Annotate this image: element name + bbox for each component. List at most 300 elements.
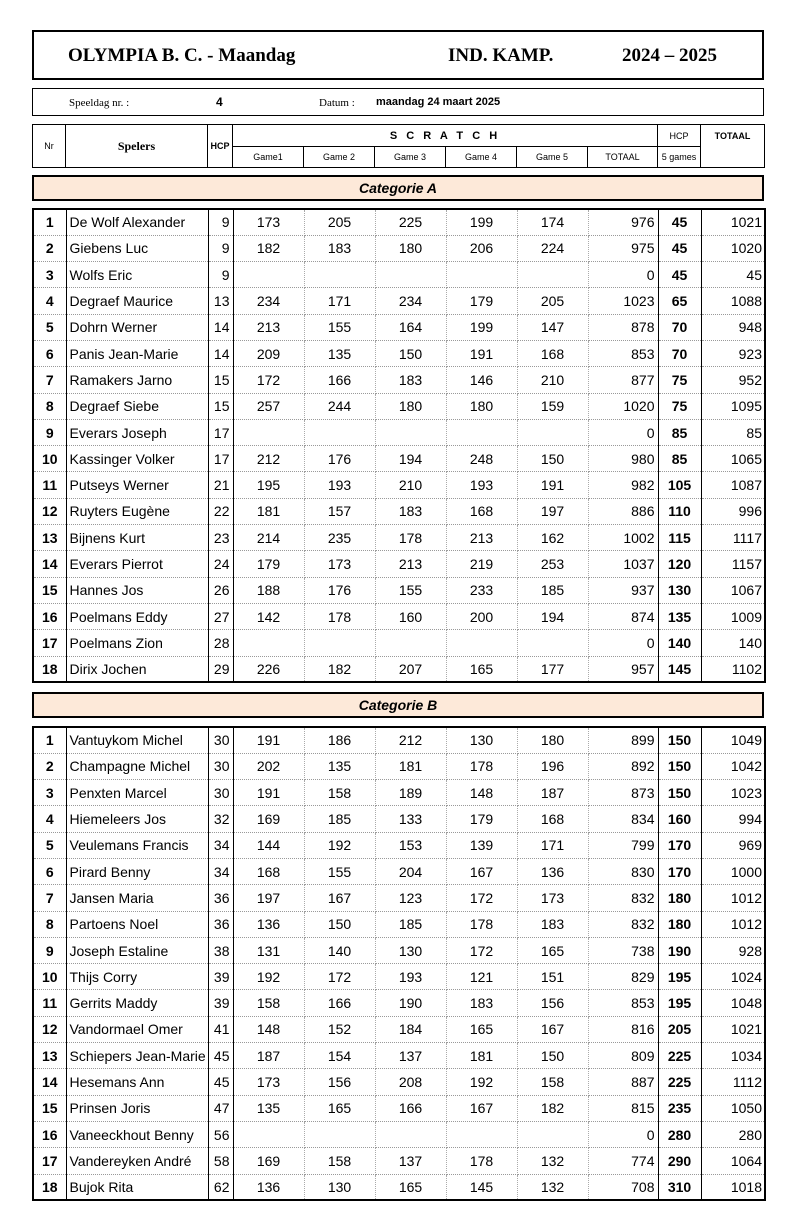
grand-total: 140 — [701, 630, 765, 656]
hcp-bonus: 225 — [658, 1043, 701, 1069]
table-row — [33, 753, 765, 779]
table-row — [33, 288, 765, 314]
game1-score — [233, 419, 304, 445]
col-scratch: S C R A T C H — [233, 125, 658, 147]
game3-score: 194 — [375, 446, 446, 472]
hcp-bonus: 145 — [658, 656, 701, 682]
table-row — [33, 1121, 765, 1147]
hcp-bonus: 45 — [658, 209, 701, 235]
player-hcp: 9 — [208, 235, 233, 261]
table-row — [33, 990, 765, 1016]
row-nr: 7 — [33, 885, 66, 911]
game4-score: 165 — [446, 656, 517, 682]
player-name: Pirard Benny — [66, 858, 208, 884]
game1-score: 169 — [233, 806, 304, 832]
col-game3: Game 3 — [375, 147, 446, 168]
game1-score: 169 — [233, 1148, 304, 1174]
game3-score: 207 — [375, 656, 446, 682]
table-row — [33, 209, 765, 235]
grand-total: 1023 — [701, 780, 765, 806]
scratch-total: 832 — [588, 885, 658, 911]
table-row — [33, 806, 765, 832]
player-hcp: 30 — [208, 780, 233, 806]
game1-score: 148 — [233, 1016, 304, 1042]
game1-score: 181 — [233, 498, 304, 524]
game4-score: 145 — [446, 1174, 517, 1200]
player-name: Hannes Jos — [66, 577, 208, 603]
game5-score: 132 — [517, 1148, 588, 1174]
game3-score: 164 — [375, 314, 446, 340]
club-title: OLYMPIA B. C. - Maandag — [68, 45, 296, 66]
player-hcp: 22 — [208, 498, 233, 524]
hcp-bonus: 150 — [658, 780, 701, 806]
player-name: De Wolf Alexander — [66, 209, 208, 235]
player-hcp: 36 — [208, 911, 233, 937]
player-name: Hesemans Ann — [66, 1069, 208, 1095]
scratch-total: 1002 — [588, 525, 658, 551]
scratch-total: 1023 — [588, 288, 658, 314]
grand-total: 1009 — [701, 603, 765, 629]
player-hcp: 14 — [208, 314, 233, 340]
scratch-total: 899 — [588, 727, 658, 753]
datum-label: Datum : — [319, 97, 355, 109]
player-hcp: 30 — [208, 753, 233, 779]
hcp-bonus: 195 — [658, 964, 701, 990]
player-hcp: 41 — [208, 1016, 233, 1042]
grand-total: 1049 — [701, 727, 765, 753]
game5-score: 158 — [517, 1069, 588, 1095]
game2-score: 192 — [304, 832, 375, 858]
game1-score: 191 — [233, 780, 304, 806]
player-name: Partoens Noel — [66, 911, 208, 937]
grand-total: 1088 — [701, 288, 765, 314]
game4-score: 192 — [446, 1069, 517, 1095]
player-hcp: 34 — [208, 832, 233, 858]
game4-score: 172 — [446, 937, 517, 963]
game4-score: 146 — [446, 367, 517, 393]
game2-score: 171 — [304, 288, 375, 314]
game1-score: 136 — [233, 1174, 304, 1200]
game3-score: 123 — [375, 885, 446, 911]
game3-score: 165 — [375, 1174, 446, 1200]
game4-score: 179 — [446, 288, 517, 314]
game2-score: 185 — [304, 806, 375, 832]
game3-score: 213 — [375, 551, 446, 577]
table-row — [33, 656, 765, 682]
row-nr: 2 — [33, 753, 66, 779]
game3-score: 185 — [375, 911, 446, 937]
game3-score: 130 — [375, 937, 446, 963]
col-totaal: TOTAAL — [588, 147, 658, 168]
game5-score: 173 — [517, 885, 588, 911]
game4-score: 191 — [446, 340, 517, 366]
scratch-total: 774 — [588, 1148, 658, 1174]
row-nr: 12 — [33, 1016, 66, 1042]
row-nr: 14 — [33, 1069, 66, 1095]
game1-score: 182 — [233, 235, 304, 261]
player-hcp: 45 — [208, 1043, 233, 1069]
row-nr: 3 — [33, 262, 66, 288]
game1-score: 234 — [233, 288, 304, 314]
game2-score: 158 — [304, 780, 375, 806]
hcp-bonus: 45 — [658, 262, 701, 288]
game2-score: 166 — [304, 990, 375, 1016]
grand-total: 45 — [701, 262, 765, 288]
game4-score: 178 — [446, 911, 517, 937]
scratch-total: 830 — [588, 858, 658, 884]
player-hcp: 17 — [208, 419, 233, 445]
game1-score: 214 — [233, 525, 304, 551]
player-name: Vandormael Omer — [66, 1016, 208, 1042]
game2-score — [304, 262, 375, 288]
row-nr: 13 — [33, 525, 66, 551]
category-a-title: Categorie A — [32, 175, 764, 201]
game1-score — [233, 1121, 304, 1147]
hcp-bonus: 65 — [658, 288, 701, 314]
row-nr: 15 — [33, 1095, 66, 1121]
player-hcp: 9 — [208, 209, 233, 235]
game2-score: 156 — [304, 1069, 375, 1095]
player-hcp: 47 — [208, 1095, 233, 1121]
game2-score: 235 — [304, 525, 375, 551]
game4-score: 206 — [446, 235, 517, 261]
competition-title: IND. KAMP. — [448, 45, 554, 66]
grand-total: 85 — [701, 419, 765, 445]
game1-score: 212 — [233, 446, 304, 472]
game2-score: 130 — [304, 1174, 375, 1200]
grand-total: 1042 — [701, 753, 765, 779]
game5-score: 185 — [517, 577, 588, 603]
table-row — [33, 832, 765, 858]
col-game5: Game 5 — [517, 147, 588, 168]
scratch-total: 892 — [588, 753, 658, 779]
grand-total: 1064 — [701, 1148, 765, 1174]
scratch-total: 809 — [588, 1043, 658, 1069]
hcp-bonus: 170 — [658, 832, 701, 858]
game4-score: 199 — [446, 314, 517, 340]
game5-score: 182 — [517, 1095, 588, 1121]
hcp-bonus: 190 — [658, 937, 701, 963]
table-row — [33, 911, 765, 937]
row-nr: 11 — [33, 472, 66, 498]
scratch-total: 799 — [588, 832, 658, 858]
game1-score: 173 — [233, 1069, 304, 1095]
game5-score: 191 — [517, 472, 588, 498]
scratch-total: 887 — [588, 1069, 658, 1095]
game4-score: 139 — [446, 832, 517, 858]
player-name: Bujok Rita — [66, 1174, 208, 1200]
hcp-bonus: 110 — [658, 498, 701, 524]
row-nr: 16 — [33, 1121, 66, 1147]
player-name: Veulemans Francis — [66, 832, 208, 858]
game4-score: 165 — [446, 1016, 517, 1042]
player-hcp: 26 — [208, 577, 233, 603]
hcp-bonus: 205 — [658, 1016, 701, 1042]
game5-score: 253 — [517, 551, 588, 577]
player-name: Everars Joseph — [66, 419, 208, 445]
grand-total: 1034 — [701, 1043, 765, 1069]
game4-score: 219 — [446, 551, 517, 577]
game2-score: 165 — [304, 1095, 375, 1121]
hcp-bonus: 85 — [658, 419, 701, 445]
row-nr: 17 — [33, 1148, 66, 1174]
table-row — [33, 1148, 765, 1174]
game2-score — [304, 1121, 375, 1147]
player-hcp: 34 — [208, 858, 233, 884]
info-box — [32, 88, 764, 116]
player-name: Prinsen Joris — [66, 1095, 208, 1121]
player-hcp: 45 — [208, 1069, 233, 1095]
grand-total: 969 — [701, 832, 765, 858]
game2-score: 155 — [304, 858, 375, 884]
scratch-total: 982 — [588, 472, 658, 498]
player-name: Poelmans Zion — [66, 630, 208, 656]
player-name: Giebens Luc — [66, 235, 208, 261]
row-nr: 5 — [33, 832, 66, 858]
player-hcp: 23 — [208, 525, 233, 551]
row-nr: 6 — [33, 858, 66, 884]
table-row — [33, 1043, 765, 1069]
player-name: Schiepers Jean-Marie — [66, 1043, 208, 1069]
grand-total: 952 — [701, 367, 765, 393]
player-name: Dirix Jochen — [66, 656, 208, 682]
speeldag-value: 4 — [216, 95, 223, 109]
game5-score — [517, 262, 588, 288]
game4-score — [446, 1121, 517, 1147]
scratch-total: 976 — [588, 209, 658, 235]
scratch-total: 708 — [588, 1174, 658, 1200]
grand-total: 280 — [701, 1121, 765, 1147]
row-nr: 4 — [33, 806, 66, 832]
table-row — [33, 551, 765, 577]
player-name: Penxten Marcel — [66, 780, 208, 806]
row-nr: 1 — [33, 727, 66, 753]
hcp-bonus: 290 — [658, 1148, 701, 1174]
grand-total: 923 — [701, 340, 765, 366]
hcp-bonus: 135 — [658, 603, 701, 629]
game2-score: 193 — [304, 472, 375, 498]
season-title: 2024 – 2025 — [622, 45, 717, 66]
col-game2: Game 2 — [304, 147, 375, 168]
table-row — [33, 235, 765, 261]
scratch-total: 834 — [588, 806, 658, 832]
player-hcp: 14 — [208, 340, 233, 366]
game2-score: 205 — [304, 209, 375, 235]
player-name: Vantuykom Michel — [66, 727, 208, 753]
game4-score: 178 — [446, 753, 517, 779]
row-nr: 14 — [33, 551, 66, 577]
scratch-total: 1020 — [588, 393, 658, 419]
game3-score — [375, 419, 446, 445]
hcp-bonus: 180 — [658, 911, 701, 937]
game5-score: 150 — [517, 1043, 588, 1069]
game5-score: 210 — [517, 367, 588, 393]
table-row — [33, 780, 765, 806]
game2-score: 140 — [304, 937, 375, 963]
col-hcp-games-sub: 5 games — [658, 147, 701, 168]
game1-score: 179 — [233, 551, 304, 577]
game2-score: 183 — [304, 235, 375, 261]
row-nr: 4 — [33, 288, 66, 314]
grand-total: 948 — [701, 314, 765, 340]
scratch-total: 873 — [588, 780, 658, 806]
table-row — [33, 630, 765, 656]
game5-score — [517, 419, 588, 445]
game5-score: 132 — [517, 1174, 588, 1200]
scratch-total: 829 — [588, 964, 658, 990]
game5-score: 174 — [517, 209, 588, 235]
game2-score: 166 — [304, 367, 375, 393]
player-name: Ruyters Eugène — [66, 498, 208, 524]
hcp-bonus: 115 — [658, 525, 701, 551]
col-hcp: HCP — [208, 125, 233, 168]
player-hcp: 39 — [208, 990, 233, 1016]
grand-total: 1095 — [701, 393, 765, 419]
hcp-bonus: 85 — [658, 446, 701, 472]
player-name: Jansen Maria — [66, 885, 208, 911]
col-game4: Game 4 — [446, 147, 517, 168]
table-row — [33, 525, 765, 551]
grand-total: 1000 — [701, 858, 765, 884]
game3-score: 208 — [375, 1069, 446, 1095]
game5-score: 197 — [517, 498, 588, 524]
grand-total: 1157 — [701, 551, 765, 577]
game5-score: 147 — [517, 314, 588, 340]
game4-score: 148 — [446, 780, 517, 806]
row-nr: 11 — [33, 990, 66, 1016]
game4-score: 179 — [446, 806, 517, 832]
game5-score — [517, 1121, 588, 1147]
row-nr: 18 — [33, 656, 66, 682]
grand-total: 1112 — [701, 1069, 765, 1095]
game5-score: 205 — [517, 288, 588, 314]
category-b-table — [32, 726, 766, 1201]
game5-score: 150 — [517, 446, 588, 472]
game4-score: 130 — [446, 727, 517, 753]
player-name: Vandereyken André — [66, 1148, 208, 1174]
game5-score: 165 — [517, 937, 588, 963]
player-name: Poelmans Eddy — [66, 603, 208, 629]
game1-score: 209 — [233, 340, 304, 366]
game4-score — [446, 262, 517, 288]
game2-score: 154 — [304, 1043, 375, 1069]
game2-score: 176 — [304, 446, 375, 472]
player-name: Hiemeleers Jos — [66, 806, 208, 832]
game5-score: 151 — [517, 964, 588, 990]
game5-score: 187 — [517, 780, 588, 806]
player-hcp: 38 — [208, 937, 233, 963]
table-row — [33, 577, 765, 603]
col-grand-total: TOTAAL — [701, 125, 765, 168]
grand-total: 1065 — [701, 446, 765, 472]
game1-score: 131 — [233, 937, 304, 963]
game3-score: 189 — [375, 780, 446, 806]
player-name: Wolfs Eric — [66, 262, 208, 288]
row-nr: 8 — [33, 393, 66, 419]
game5-score: 168 — [517, 340, 588, 366]
player-name: Kassinger Volker — [66, 446, 208, 472]
scratch-total: 0 — [588, 262, 658, 288]
game3-score: 180 — [375, 393, 446, 419]
row-nr: 7 — [33, 367, 66, 393]
game3-score: 153 — [375, 832, 446, 858]
game1-score — [233, 630, 304, 656]
category-b-title: Categorie B — [32, 692, 764, 718]
game4-score: 167 — [446, 858, 517, 884]
game3-score: 234 — [375, 288, 446, 314]
game4-score: 193 — [446, 472, 517, 498]
game4-score — [446, 630, 517, 656]
player-hcp: 9 — [208, 262, 233, 288]
table-row — [33, 1174, 765, 1200]
scratch-total: 886 — [588, 498, 658, 524]
category-a-table — [32, 208, 766, 683]
player-name: Dohrn Werner — [66, 314, 208, 340]
grand-total: 1024 — [701, 964, 765, 990]
game5-score: 159 — [517, 393, 588, 419]
row-nr: 15 — [33, 577, 66, 603]
col-spelers: Spelers — [66, 125, 208, 168]
player-name: Thijs Corry — [66, 964, 208, 990]
grand-total: 1012 — [701, 911, 765, 937]
game2-score: 172 — [304, 964, 375, 990]
game1-score: 202 — [233, 753, 304, 779]
grand-total: 1067 — [701, 577, 765, 603]
game3-score: 133 — [375, 806, 446, 832]
game4-score — [446, 419, 517, 445]
scratch-total: 853 — [588, 990, 658, 1016]
game1-score: 192 — [233, 964, 304, 990]
game4-score: 199 — [446, 209, 517, 235]
game3-score: 210 — [375, 472, 446, 498]
game1-score: 135 — [233, 1095, 304, 1121]
game4-score: 181 — [446, 1043, 517, 1069]
scratch-total: 980 — [588, 446, 658, 472]
grand-total: 1012 — [701, 885, 765, 911]
table-row — [33, 727, 765, 753]
game1-score — [233, 262, 304, 288]
game2-score — [304, 630, 375, 656]
column-header — [32, 124, 765, 168]
game5-score: 162 — [517, 525, 588, 551]
grand-total: 1087 — [701, 472, 765, 498]
game2-score: 173 — [304, 551, 375, 577]
player-name: Putseys Werner — [66, 472, 208, 498]
game2-score: 152 — [304, 1016, 375, 1042]
player-hcp: 15 — [208, 393, 233, 419]
grand-total: 1021 — [701, 209, 765, 235]
hcp-bonus: 45 — [658, 235, 701, 261]
game1-score: 226 — [233, 656, 304, 682]
game1-score: 191 — [233, 727, 304, 753]
player-name: Everars Pierrot — [66, 551, 208, 577]
game4-score: 248 — [446, 446, 517, 472]
grand-total: 1050 — [701, 1095, 765, 1121]
player-name: Joseph Estaline — [66, 937, 208, 963]
game2-score: 158 — [304, 1148, 375, 1174]
game1-score: 136 — [233, 911, 304, 937]
table-row — [33, 964, 765, 990]
hcp-bonus: 70 — [658, 314, 701, 340]
game3-score: 137 — [375, 1148, 446, 1174]
grand-total: 996 — [701, 498, 765, 524]
table-row — [33, 1016, 765, 1042]
table-row — [33, 367, 765, 393]
grand-total: 1117 — [701, 525, 765, 551]
game1-score: 172 — [233, 367, 304, 393]
table-row — [33, 446, 765, 472]
hcp-bonus: 225 — [658, 1069, 701, 1095]
